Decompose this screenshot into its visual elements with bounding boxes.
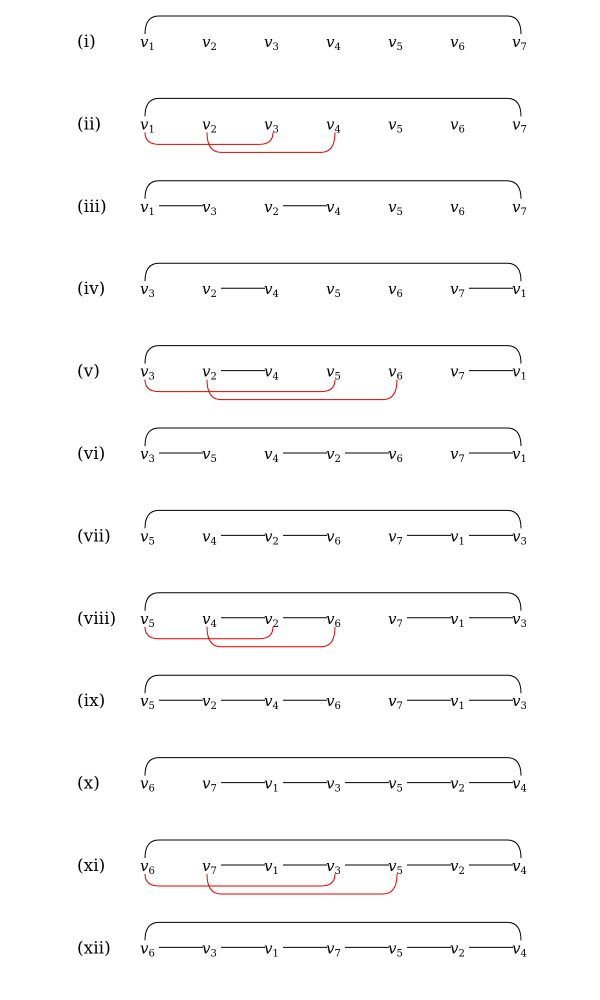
vertex-base: v <box>202 197 211 216</box>
vertex-base: v <box>388 527 397 546</box>
vertex-base: v <box>388 692 397 711</box>
vertex-subscript: 7 <box>520 42 527 53</box>
row-label: (xi) <box>77 856 106 876</box>
diagram-row <box>77 16 527 53</box>
vertex-label <box>326 280 341 300</box>
vertex-label <box>202 115 217 135</box>
vertex-label <box>202 363 217 383</box>
vertex-label <box>512 198 527 218</box>
vertex-label <box>140 363 155 383</box>
vertex-subscript: 2 <box>458 866 465 877</box>
row-label: (vi) <box>77 444 106 464</box>
vertex-subscript: 2 <box>458 948 465 960</box>
diagram-row <box>77 263 527 300</box>
red-arc <box>145 132 273 144</box>
vertex-base: v <box>326 280 335 299</box>
vertex-label <box>140 692 155 712</box>
vertex-label <box>450 775 465 795</box>
vertex-base: v <box>450 857 459 875</box>
vertex-base: v <box>140 362 149 381</box>
vertex-subscript: 5 <box>148 536 155 548</box>
vertex-base: v <box>512 609 521 628</box>
vertex-subscript: 2 <box>210 371 217 383</box>
vertex-label <box>326 33 341 53</box>
vertex-base: v <box>264 445 273 463</box>
vertex-label <box>388 775 403 795</box>
vertex-subscript: 3 <box>272 42 279 53</box>
vertex-base: v <box>326 774 335 793</box>
vertex-label <box>264 692 279 712</box>
vertex-label <box>264 857 279 877</box>
vertex-base: v <box>326 33 335 51</box>
vertex-label <box>140 445 155 465</box>
vertex-subscript: 2 <box>272 618 279 630</box>
vertex-base: v <box>264 197 273 216</box>
vertex-label <box>512 527 527 547</box>
vertex-subscript: 6 <box>334 618 341 630</box>
cycle-closing-arc <box>145 98 521 116</box>
vertex-base: v <box>512 115 521 134</box>
vertex-subscript: 5 <box>334 289 341 301</box>
vertex-subscript: 3 <box>148 454 155 465</box>
vertex-base: v <box>512 33 521 51</box>
vertex-base: v <box>512 362 521 381</box>
vertex-subscript: 6 <box>458 42 465 53</box>
vertex-label <box>326 445 341 465</box>
vertex-subscript: 7 <box>520 124 527 136</box>
vertex-label <box>264 775 279 795</box>
vertex-subscript: 6 <box>334 701 341 713</box>
vertex-label <box>202 939 217 959</box>
red-arc <box>207 627 335 647</box>
vertex-base: v <box>512 527 521 546</box>
vertex-label <box>326 527 341 547</box>
vertex-label <box>326 198 341 218</box>
vertex-subscript: 5 <box>396 866 403 877</box>
cycle-closing-arc <box>145 593 521 611</box>
diagram-row <box>77 840 527 894</box>
vertex-base: v <box>326 609 335 628</box>
vertex-base: v <box>326 527 335 546</box>
vertex-subscript: 4 <box>334 42 341 53</box>
vertex-subscript: 2 <box>334 454 341 465</box>
vertex-base: v <box>140 33 149 51</box>
row-label: (ix) <box>77 691 106 712</box>
vertex-subscript: 7 <box>210 866 217 877</box>
vertex-base: v <box>202 362 211 381</box>
vertex-label <box>140 280 155 300</box>
vertex-base: v <box>326 445 335 463</box>
vertex-subscript: 5 <box>334 371 341 383</box>
vertex-base: v <box>512 774 521 793</box>
cycle-closing-arc <box>145 263 521 281</box>
vertex-label <box>512 692 527 712</box>
vertex-base: v <box>140 774 149 793</box>
vertex-base: v <box>202 280 211 299</box>
vertex-base: v <box>202 115 211 134</box>
vertex-label <box>512 33 527 53</box>
vertex-subscript: 6 <box>148 948 155 960</box>
vertex-subscript: 3 <box>520 536 527 548</box>
vertex-subscript: 4 <box>272 454 279 465</box>
vertex-subscript: 1 <box>272 866 279 877</box>
vertex-subscript: 5 <box>210 454 217 465</box>
vertex-subscript: 1 <box>148 206 155 218</box>
vertex-base: v <box>140 939 149 958</box>
red-arc <box>145 627 273 639</box>
vertex-label <box>326 115 341 135</box>
vertex-label <box>140 857 155 877</box>
vertex-base: v <box>388 445 397 463</box>
vertex-label <box>264 610 279 630</box>
vertex-label <box>140 775 155 795</box>
red-arc <box>207 132 335 152</box>
vertex-base: v <box>140 115 149 134</box>
vertex-subscript: 6 <box>396 371 403 383</box>
vertex-subscript: 2 <box>458 783 465 795</box>
vertex-subscript: 4 <box>210 618 217 630</box>
vertex-base: v <box>326 939 335 958</box>
vertex-subscript: 6 <box>334 536 341 548</box>
vertex-label <box>202 692 217 712</box>
vertex-base: v <box>450 774 459 793</box>
vertex-label <box>450 280 465 300</box>
diagram-row <box>77 510 527 547</box>
vertex-subscript: 7 <box>458 289 465 301</box>
vertex-base: v <box>264 774 273 793</box>
vertex-base: v <box>388 362 397 381</box>
vertex-base: v <box>450 197 459 216</box>
vertex-label <box>140 610 155 630</box>
vertex-label <box>450 363 465 383</box>
vertex-base: v <box>388 33 397 51</box>
vertex-label <box>388 280 403 300</box>
vertex-label <box>264 527 279 547</box>
vertex-subscript: 6 <box>458 206 465 218</box>
row-label: (viii) <box>77 608 117 629</box>
vertex-label <box>388 115 403 135</box>
vertex-subscript: 1 <box>148 124 155 136</box>
row-label: (iv) <box>77 279 106 300</box>
vertex-label <box>202 775 217 795</box>
vertex-label <box>202 445 217 465</box>
red-arc <box>207 380 397 400</box>
vertex-base: v <box>388 280 397 299</box>
cycle-closing-arc <box>145 840 521 858</box>
cycle-closing-arc <box>145 16 521 34</box>
vertex-base: v <box>202 445 211 463</box>
row-label: (x) <box>77 773 100 794</box>
vertex-subscript: 1 <box>520 289 527 301</box>
vertex-label <box>326 692 341 712</box>
vertex-label <box>202 198 217 218</box>
diagram-row <box>77 922 527 959</box>
red-arc <box>145 380 335 392</box>
vertex-base: v <box>264 692 273 711</box>
vertex-base: v <box>140 197 149 216</box>
vertex-base: v <box>202 527 211 546</box>
vertex-base: v <box>512 280 521 299</box>
vertex-subscript: 6 <box>396 289 403 301</box>
vertex-base: v <box>450 362 459 381</box>
diagram-row <box>77 181 527 218</box>
vertex-base: v <box>140 857 149 875</box>
vertex-base: v <box>388 609 397 628</box>
vertex-base: v <box>326 857 335 875</box>
row-label: (vii) <box>77 526 111 547</box>
vertex-subscript: 4 <box>520 948 527 960</box>
vertex-base: v <box>140 609 149 628</box>
vertex-label <box>512 775 527 795</box>
vertex-subscript: 4 <box>272 371 279 383</box>
cycle-closing-arc <box>145 675 521 693</box>
vertex-base: v <box>326 362 335 381</box>
diagram-row <box>77 593 527 647</box>
vertex-base: v <box>264 609 273 628</box>
vertex-subscript: 2 <box>272 536 279 548</box>
row-label: (xii) <box>77 938 111 959</box>
vertex-label <box>450 692 465 712</box>
vertex-subscript: 3 <box>520 618 527 630</box>
vertex-label <box>512 610 527 630</box>
vertex-subscript: 2 <box>210 42 217 53</box>
vertex-base: v <box>450 445 459 463</box>
vertex-base: v <box>388 115 397 134</box>
vertex-subscript: 7 <box>396 701 403 713</box>
vertex-base: v <box>450 939 459 958</box>
vertex-base: v <box>264 115 273 134</box>
vertex-base: v <box>202 692 211 711</box>
vertex-subscript: 5 <box>148 701 155 713</box>
vertex-subscript: 3 <box>334 866 341 877</box>
vertex-subscript: 5 <box>396 948 403 960</box>
diagram-row <box>77 758 527 795</box>
vertex-label <box>264 115 279 135</box>
vertex-label <box>512 445 527 465</box>
vertex-subscript: 3 <box>210 206 217 218</box>
vertex-base: v <box>512 197 521 216</box>
vertex-subscript: 1 <box>520 371 527 383</box>
vertex-base: v <box>512 445 521 463</box>
vertex-subscript: 4 <box>272 701 279 713</box>
diagram-row <box>77 346 527 400</box>
vertex-subscript: 5 <box>396 783 403 795</box>
row-label: (iii) <box>77 196 107 217</box>
vertex-subscript: 1 <box>272 783 279 795</box>
vertex-subscript: 2 <box>210 289 217 301</box>
vertex-base: v <box>388 939 397 958</box>
vertex-subscript: 7 <box>396 618 403 630</box>
vertex-label <box>512 280 527 300</box>
vertex-subscript: 7 <box>334 948 341 960</box>
vertex-base: v <box>388 774 397 793</box>
vertex-label <box>450 610 465 630</box>
vertex-subscript: 3 <box>272 124 279 136</box>
vertex-subscript: 4 <box>520 783 527 795</box>
vertex-subscript: 6 <box>148 783 155 795</box>
vertex-base: v <box>264 527 273 546</box>
vertex-base: v <box>264 362 273 381</box>
vertex-subscript: 3 <box>210 948 217 960</box>
row-label: (v) <box>77 361 100 382</box>
vertex-label <box>202 280 217 300</box>
vertex-label <box>264 33 279 53</box>
vertex-subscript: 1 <box>458 536 465 548</box>
vertex-subscript: 5 <box>396 206 403 218</box>
vertex-base: v <box>202 33 211 51</box>
vertex-label <box>388 198 403 218</box>
vertex-label <box>388 33 403 53</box>
vertex-subscript: 5 <box>148 618 155 630</box>
diagram-row <box>77 428 527 465</box>
vertex-subscript: 2 <box>210 701 217 713</box>
vertex-label <box>450 527 465 547</box>
vertex-base: v <box>450 280 459 299</box>
vertex-base: v <box>388 857 397 875</box>
vertex-label <box>264 363 279 383</box>
vertex-label <box>140 527 155 547</box>
row-label: (i) <box>77 32 96 52</box>
vertex-label <box>326 857 341 877</box>
vertex-label <box>388 363 403 383</box>
cycle-closing-arc <box>145 428 521 446</box>
vertex-base: v <box>140 692 149 711</box>
vertex-label <box>140 939 155 959</box>
vertex-base: v <box>512 939 521 958</box>
vertex-label <box>388 610 403 630</box>
vertex-label <box>140 115 155 135</box>
vertex-subscript: 6 <box>148 866 155 877</box>
vertex-label <box>450 939 465 959</box>
vertex-base: v <box>326 115 335 134</box>
vertex-subscript: 5 <box>396 124 403 136</box>
cycle-closing-arc <box>145 922 521 940</box>
vertex-subscript: 1 <box>458 618 465 630</box>
vertex-label <box>388 857 403 877</box>
vertex-subscript: 3 <box>148 371 155 383</box>
diagram-row <box>77 675 527 712</box>
vertex-label <box>326 610 341 630</box>
vertex-label <box>450 33 465 53</box>
vertex-base: v <box>450 692 459 711</box>
red-arc <box>145 874 335 886</box>
vertex-subscript: 6 <box>458 124 465 136</box>
vertex-base: v <box>326 692 335 711</box>
vertex-base: v <box>264 280 273 299</box>
vertex-label <box>202 33 217 53</box>
vertex-label <box>326 939 341 959</box>
vertex-base: v <box>388 197 397 216</box>
vertex-subscript: 1 <box>520 454 527 465</box>
vertex-base: v <box>450 115 459 134</box>
vertex-label <box>264 939 279 959</box>
vertex-subscript: 3 <box>334 783 341 795</box>
vertex-label <box>326 775 341 795</box>
vertex-base: v <box>512 692 521 711</box>
vertex-subscript: 2 <box>272 206 279 218</box>
vertex-base: v <box>264 33 273 51</box>
vertex-label <box>326 363 341 383</box>
vertex-label <box>140 198 155 218</box>
vertex-label <box>264 445 279 465</box>
vertex-label <box>512 857 527 877</box>
cycle-closing-arc <box>145 181 521 199</box>
vertex-subscript: 4 <box>334 124 341 136</box>
vertex-subscript: 7 <box>396 536 403 548</box>
vertex-subscript: 1 <box>148 42 155 53</box>
vertex-base: v <box>450 527 459 546</box>
vertex-label <box>450 115 465 135</box>
vertex-subscript: 5 <box>396 42 403 53</box>
vertex-base: v <box>264 939 273 958</box>
vertex-base: v <box>202 774 211 793</box>
vertex-base: v <box>326 197 335 216</box>
vertex-label <box>450 445 465 465</box>
vertex-label <box>512 115 527 135</box>
vertex-label <box>264 198 279 218</box>
vertex-label <box>512 363 527 383</box>
vertex-label <box>450 198 465 218</box>
vertex-subscript: 4 <box>210 536 217 548</box>
vertex-base: v <box>140 280 149 299</box>
vertex-label <box>202 527 217 547</box>
vertex-base: v <box>264 857 273 875</box>
vertex-subscript: 4 <box>520 866 527 877</box>
vertex-label <box>140 33 155 53</box>
vertex-base: v <box>450 609 459 628</box>
vertex-subscript: 7 <box>458 371 465 383</box>
cycle-closing-arc <box>145 510 521 528</box>
vertex-subscript: 4 <box>334 206 341 218</box>
vertex-subscript: 6 <box>396 454 403 465</box>
vertex-base: v <box>450 33 459 51</box>
vertex-subscript: 1 <box>272 948 279 960</box>
vertex-subscript: 4 <box>272 289 279 301</box>
cycle-closing-arc <box>145 346 521 364</box>
vertex-label <box>202 857 217 877</box>
vertex-subscript: 1 <box>458 701 465 713</box>
vertex-subscript: 7 <box>210 783 217 795</box>
vertex-label <box>450 857 465 877</box>
vertex-subscript: 2 <box>210 124 217 136</box>
vertex-label <box>202 610 217 630</box>
vertex-label <box>388 527 403 547</box>
row-label: (ii) <box>77 114 102 135</box>
vertex-base: v <box>512 857 521 875</box>
vertex-base: v <box>202 939 211 958</box>
vertex-subscript: 3 <box>520 701 527 713</box>
vertex-base: v <box>140 527 149 546</box>
diagram-row <box>77 98 527 152</box>
vertex-base: v <box>140 445 149 463</box>
vertex-subscript: 7 <box>458 454 465 465</box>
cycle-closing-arc <box>145 758 521 776</box>
vertex-base: v <box>202 857 211 875</box>
vertex-subscript: 7 <box>520 206 527 218</box>
vertex-base: v <box>202 609 211 628</box>
vertex-label <box>388 445 403 465</box>
red-arc <box>207 874 397 894</box>
vertex-subscript: 3 <box>148 289 155 301</box>
vertex-label <box>512 939 527 959</box>
vertex-label <box>388 939 403 959</box>
vertex-label <box>264 280 279 300</box>
vertex-label <box>388 692 403 712</box>
